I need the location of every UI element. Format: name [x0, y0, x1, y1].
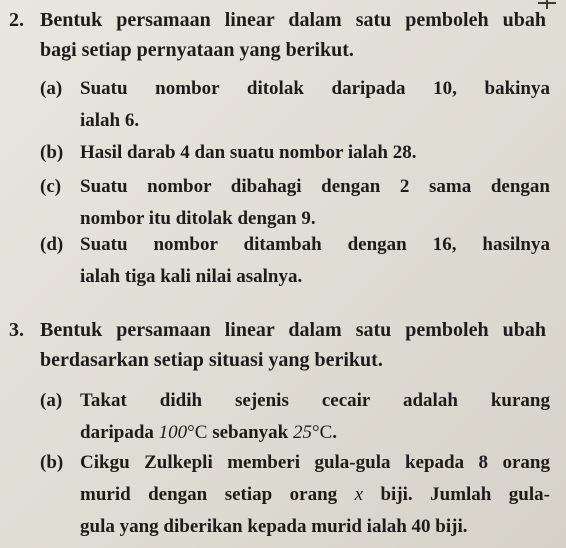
sub-question-text-line: Hasil darab 4 dan suatu nombor ialah 28. — [80, 142, 417, 163]
question-text-line: Bentuk persamaan linear dalam satu pemboleh ubah — [40, 9, 546, 31]
question-number: 2. — [9, 9, 24, 31]
sub-question-label: (d) — [40, 234, 64, 255]
sub-question-text-line: ialah tiga kali nilai asalnya. — [80, 266, 303, 287]
temperature-unit: °C — [187, 422, 208, 443]
sub-question-label: (a) — [40, 390, 63, 411]
temperature-unit: °C — [311, 422, 333, 443]
question-number: 3. — [9, 319, 24, 341]
question-text-line: bagi setiap pernyataan yang berikut. — [40, 39, 354, 61]
sub-question-text-line: Suatu nombor ditambah dengan 16, hasilnya — [80, 234, 550, 255]
sub-question-text-line: Suatu nombor dibahagi dengan 2 sama dengan — [80, 176, 550, 197]
temperature-value: 100 — [158, 422, 188, 443]
sub-question-label: (c) — [40, 176, 62, 197]
sub-question-text-line: ialah 6. — [80, 110, 140, 131]
sub-question-text-line: Takat didih sejenis cecair adalah kurang — [80, 390, 550, 411]
sub-question-text-line: Cikgu Zulkepli memberi gula-gula kepada 8 orang — [80, 452, 550, 473]
sub-question-text-line: nombor itu ditolak dengan 9. — [80, 208, 316, 229]
sub-question-text-line: Suatu nombor ditolak daripada 10, bakinya — [80, 78, 550, 99]
sub-question-text-line: daripada 100°C sebanyak 25°C. — [80, 422, 338, 443]
sub-question-text-line: murid dengan setiap orang x biji. Jumlah gula- — [80, 484, 550, 505]
sub-question-text-line: gula yang diberikan kepada murid ialah 40 biji. — [80, 516, 468, 537]
sub-question-label: (b) — [40, 142, 64, 163]
question-text-line: berdasarkan setiap situasi yang berikut. — [40, 349, 383, 371]
sub-question-label: (b) — [40, 452, 64, 473]
variable-x: x — [354, 484, 364, 505]
temperature-value: 25 — [292, 422, 312, 443]
question-text-line: Bentuk persamaan linear dalam satu pemboleh ubah — [40, 319, 546, 341]
sub-question-label: (a) — [40, 78, 63, 99]
